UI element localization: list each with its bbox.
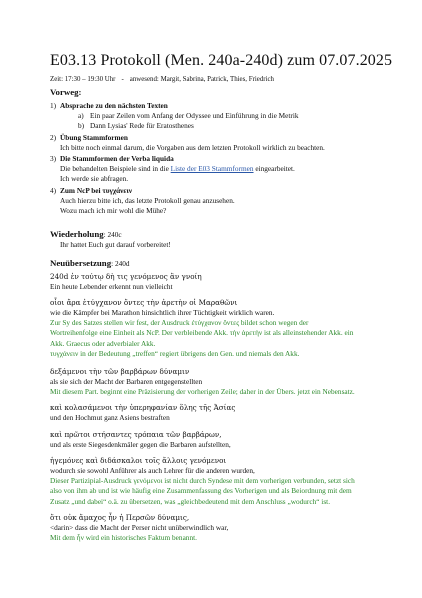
agenda-subitems (60, 111, 390, 131)
attendance: anwesend: Margit, Sabrina, Patrick, Thies, Friedrich (129, 76, 274, 83)
agenda-number: 4) (50, 185, 57, 195)
agenda-item (50, 133, 390, 153)
agenda-item-title: Zum NcP bei τυγχάνειν (60, 185, 133, 195)
translation-block (50, 272, 390, 292)
greek-line: καὶ κολασάμενοι τὴν ὑπερηφανίαν ὅλης τῆς Ἀσίας (50, 403, 236, 412)
agenda-item-text: Ich bitte noch einmal darum, die Vorgaben aus dem letzten Protokoll wirklich zu beachten. (60, 142, 325, 152)
translation-line: <darin> dass die Macht der Perser nicht unüberwindlich war, (50, 523, 229, 533)
agenda-item (50, 154, 390, 185)
translation-line: und als erste Siegesdenkmäler gegen die Barbaren aufstellten, (50, 440, 231, 450)
subitem-text: Ein paar Zeilen vom Anfang der Odyssee und Einführung in die Metrik (90, 111, 299, 121)
greek-line: καὶ πρῶτοι στήσαντες τρόπαια τῶν βαρβάρων, (50, 430, 222, 439)
agenda-item-text: Wozu mach ich mir wohl die Mühe? (60, 206, 167, 216)
neu-suffix: : 240d (111, 259, 130, 268)
neu-heading-row (50, 257, 130, 269)
meta-separator: - (121, 76, 124, 83)
agenda-item-title: Übung Stammformen (60, 132, 128, 142)
translation-block (50, 456, 390, 507)
commentary-line: Mit dem ἦν wird ein historisches Faktum benannt. (50, 533, 197, 543)
agenda-number: 3) (50, 154, 57, 164)
commentary-line: Akk. Graecus oder adverbialer Akk. (50, 338, 156, 348)
agenda-item-text: Auch hierzu bitte ich, das letzte Protokoll genau anzusehen. (60, 195, 235, 205)
agenda-item-title: Die Stammformen der Verba liquida (60, 154, 174, 164)
wiederholung-text: Ihr hattet Euch gut darauf vorbereitet! (60, 240, 171, 250)
agenda-item (50, 186, 390, 217)
commentary-line: Zusatz „und dabei“ o.ä. zu übersetzen, was „gleichbedeutend mit dem Anschluss „wodurch“ ist. (50, 496, 331, 506)
greek-line: ἡγεμόνες καὶ διδάσκαλοι τοῖς ἄλλοις γενόμενοι (50, 456, 227, 465)
translation-line: Ein heute Lebender erkennt nun vielleicht (50, 282, 173, 292)
stammformen-list-link[interactable]: Liste der E03 Stammformen (170, 164, 254, 174)
wiederholung-suffix: : 240c (103, 230, 122, 239)
meta-line (50, 75, 274, 85)
wiederholung-section (50, 228, 171, 251)
translation-line: wodurch sie sowohl Anführer als auch Lehrer für die anderen wurden, (50, 466, 255, 476)
meeting-time: Zeit: 17:30 – 19:30 Uhr (50, 76, 116, 83)
text-before-link: Die behandelten Beispiele sind in die (60, 164, 171, 174)
agenda-item-text (60, 164, 390, 174)
commentary-line: also von ihm ab und ist wie häufig eine Zusammenfassung des Vorherigen und als Beiordnung mit dem (50, 486, 352, 496)
translation-line: und den Hochmut ganz Asiens bestraften (50, 413, 170, 423)
translation-line: als sie sich der Macht der Barbaren entgegenstellten (50, 377, 203, 387)
agenda-number: 2) (50, 132, 57, 142)
commentary-line: Zur Sy des Satzes stellen wir fest, der Ausdruck ἐτύγχανον ὄντες bildet schon wegen der (50, 318, 309, 328)
commentary-line: Dieser Partizipial-Ausdruck γενόμενοι ist nicht durch Syndese mit dem vorherigen verbunden, setzt sich (50, 476, 355, 486)
agenda-subitem (78, 121, 390, 131)
vorweg-heading: Vorweg: (50, 87, 82, 97)
agenda-subitem (78, 111, 390, 121)
document-title: E03.13 Protokoll (Men. 240a-240d) zum 07.07.2025 (50, 52, 393, 69)
agenda-list (50, 101, 390, 217)
greek-line: 240d ἐν τούτῳ δὴ τις γενόμενος ἂν γνοίη (50, 272, 202, 281)
translation-block (50, 298, 390, 359)
translation-block (50, 513, 390, 543)
translation-line: wie die Kämpfer bei Marathon hinsichtlich ihrer Tüchtigkeit wirklich waren. (50, 308, 275, 318)
agenda-item-text: Ich werde sie abfragen. (60, 174, 129, 184)
agenda-number: 1) (50, 101, 57, 110)
commentary-line: τυγχάνειν in der Bedeutung „treffen“ regiert übrigens den Gen. und niemals den Akk. (50, 348, 300, 358)
agenda-item (50, 101, 390, 132)
greek-line: ὅτι οὐκ ἄμαχος ἦν ἡ Περσῶν δύναμις, (50, 513, 190, 522)
subitem-label: b) (78, 121, 85, 131)
subitem-text: Dann Lysias' Rede für Eratosthenes (90, 121, 194, 131)
wiederholung-heading: Wiederholung (50, 229, 104, 239)
neu-heading: Neuübersetzung (50, 258, 112, 268)
commentary-line: Mit diesem Part. beginnt eine Präzisierung der vorherigen Zeile; daher in der Übers. jetzt ein Nebensatz. (50, 387, 355, 397)
translation-block (50, 430, 390, 450)
subitem-label: a) (78, 111, 84, 121)
agenda-item-title: Absprache zu den nächsten Texten (60, 101, 168, 110)
translation-block (50, 367, 390, 397)
text-after-link: eingearbeitet. (253, 164, 295, 174)
commentary-line: Wortreihenfolge eine Einheit als NcP. Der verbleibende Akk. τὴν ἀρετὴν ist als alleinstehender Akk. ein (50, 328, 354, 338)
translation-block (50, 403, 390, 423)
greek-line: δεξάμενοι τὴν τῶν βαρβάρων δύναμιν (50, 367, 190, 376)
greek-line: οἷοι ἄρα ἐτύγχανον ὄντες τὴν ἀρετὴν οἱ Μαραθῶνι (50, 298, 238, 307)
